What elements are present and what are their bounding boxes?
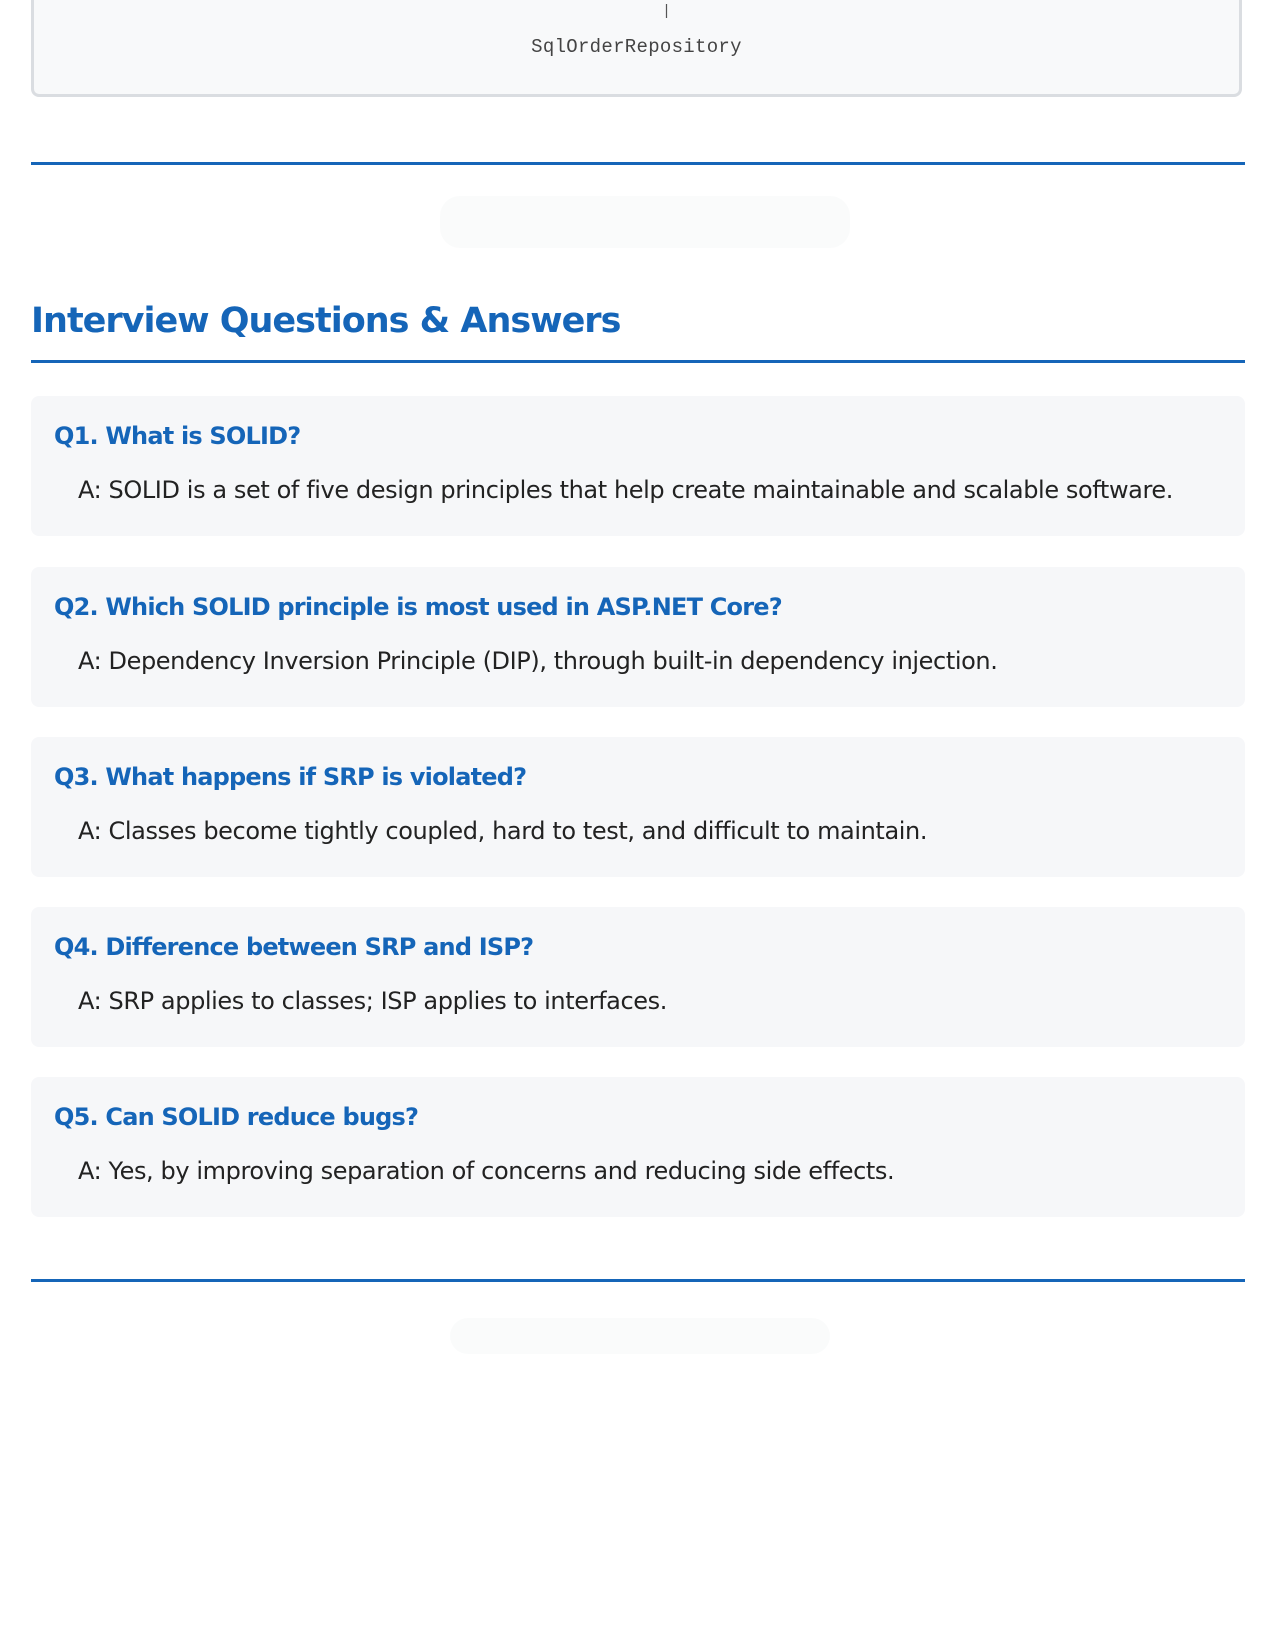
qa-card-4 — [31, 907, 1245, 1047]
code-block — [31, 0, 1242, 97]
section-divider-top — [31, 162, 1245, 165]
qa-question: Q3. What happens if SRP is violated? — [54, 763, 527, 791]
qa-card-5 — [31, 1077, 1245, 1217]
qa-answer: A: SRP applies to classes; ISP applies to interfaces. — [78, 987, 667, 1015]
code-connector: | — [661, 3, 671, 20]
section-title: Interview Questions & Answers — [31, 301, 621, 341]
qa-question: Q4. Difference between SRP and ISP? — [54, 933, 534, 961]
section-title-underline — [31, 360, 1245, 363]
qa-answer: A: Dependency Inversion Principle (DIP), through built-in dependency injection. — [78, 647, 998, 675]
qa-answer: A: Classes become tightly coupled, hard to test, and difficult to maintain. — [78, 817, 928, 845]
code-line-sql-order-repository: SqlOrderRepository — [531, 36, 742, 58]
section-divider-bottom — [31, 1279, 1245, 1282]
qa-card-1 — [31, 396, 1245, 536]
qa-question: Q1. What is SOLID? — [54, 422, 301, 450]
qa-card-2 — [31, 567, 1245, 707]
qa-card-3 — [31, 737, 1245, 877]
qa-answer: A: Yes, by improving separation of concerns and reducing side effects. — [78, 1157, 895, 1185]
qa-question: Q5. Can SOLID reduce bugs? — [54, 1103, 419, 1131]
qa-answer: A: SOLID is a set of five design principles that help create maintainable and scalable software. — [78, 476, 1174, 504]
faint-placeholder-bottom — [450, 1318, 830, 1354]
faint-placeholder-top — [440, 196, 850, 248]
qa-question: Q2. Which SOLID principle is most used in ASP.NET Core? — [54, 593, 782, 621]
